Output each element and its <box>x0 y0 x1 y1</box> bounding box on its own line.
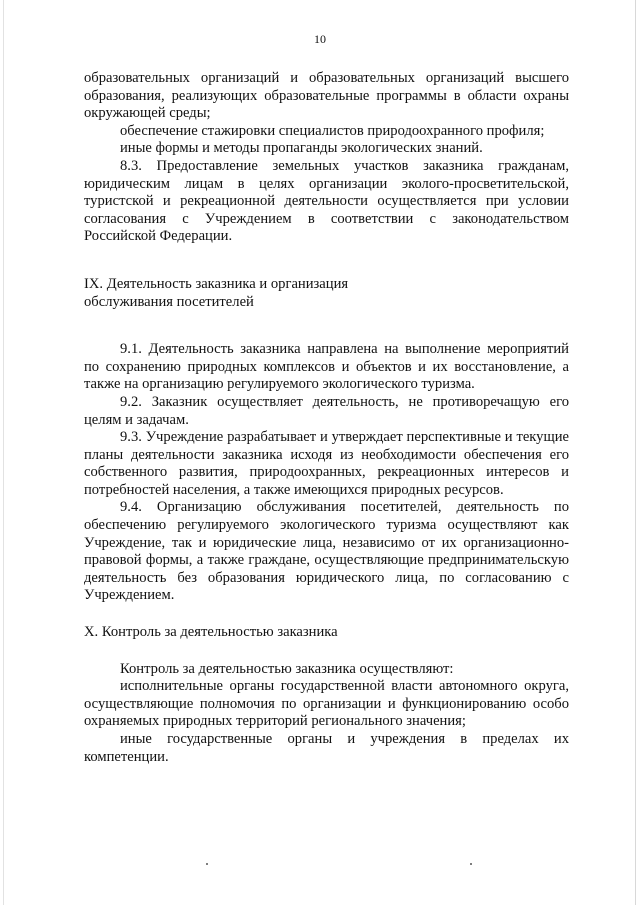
spacer <box>84 605 569 624</box>
page-number: 10 <box>314 32 326 46</box>
section10-intro: Контроль за деятельностью заказника осуществляют: <box>120 660 454 677</box>
scan-speck <box>470 863 472 865</box>
item-other-forms: иные формы и методы пропаганды экологических знаний. <box>120 140 483 157</box>
item-executive-bodies: исполнительные органы государственной власти автономного округа, осуществляющие полномочия по организации и функционированию особо охраняемых природных территорий регионального значения; <box>84 678 569 730</box>
paragraph-9-4: 9.4. Организацию обслуживания посетителей, деятельность по обеспечению регулируемого экологического туризма осуществляют как Учреждение, так и юридические лица, независимо от их организационно-правовой формы, а также граждане, осуществляющие предпринимательскую деятельность без образования юридического лица, по согласованию с Учреждением. <box>84 499 569 604</box>
item-internship: обеспечение стажировки специалистов природоохранного профиля; <box>120 122 545 139</box>
spacer <box>84 642 569 661</box>
scan-speck <box>206 863 208 865</box>
spacer <box>84 246 569 276</box>
paragraph-9-2: 9.2. Заказник осуществляет деятельность, не противоречащую его целям и задачам. <box>84 393 569 428</box>
section9-heading <box>84 276 569 311</box>
section10-heading: X. Контроль за деятельностью заказника <box>84 624 338 641</box>
section8-continuation-line2: образования, реализующих образовательные программы в области охраны окружающей среды; <box>84 87 569 122</box>
paragraph-9-3: 9.3. Учреждение разрабатывает и утверждает перспективные и текущие планы деятельности заказника исходя из необходимости обеспечения его собственного развития, природоохранных, рекреационных интересов и потребностей населения, а также имеющихся природных ресурсов. <box>84 429 569 498</box>
section9-heading-line1: IX. Деятельность заказника и организация <box>84 275 349 292</box>
section8-continuation-line1: образовательных организаций и образовательных организаций высшего <box>84 70 569 86</box>
scan-edge-right <box>635 0 636 905</box>
document-body <box>84 70 569 766</box>
paragraph-8-3: 8.3. Предоставление земельных участков заказника гражданам, юридическим лицам в целях организации эколого-просветительской, туристской и рекреационной деятельности осуществляется при условии согласования с Учреждением в соответствии с законодательством Российской Федерации. <box>84 157 569 245</box>
scan-edge-left <box>3 0 4 905</box>
section9-heading-line2: обслуживания посетителей <box>84 293 254 310</box>
item-other-bodies: иные государственные органы и учреждения в пределах их компетенции. <box>84 731 569 765</box>
paragraph-9-1: 9.1. Деятельность заказника направлена на выполнение мероприятий по сохранению природных комплексов и объектов и их восстановление, а также на организацию регулируемого экологического туризма. <box>84 341 569 393</box>
spacer <box>84 311 569 341</box>
